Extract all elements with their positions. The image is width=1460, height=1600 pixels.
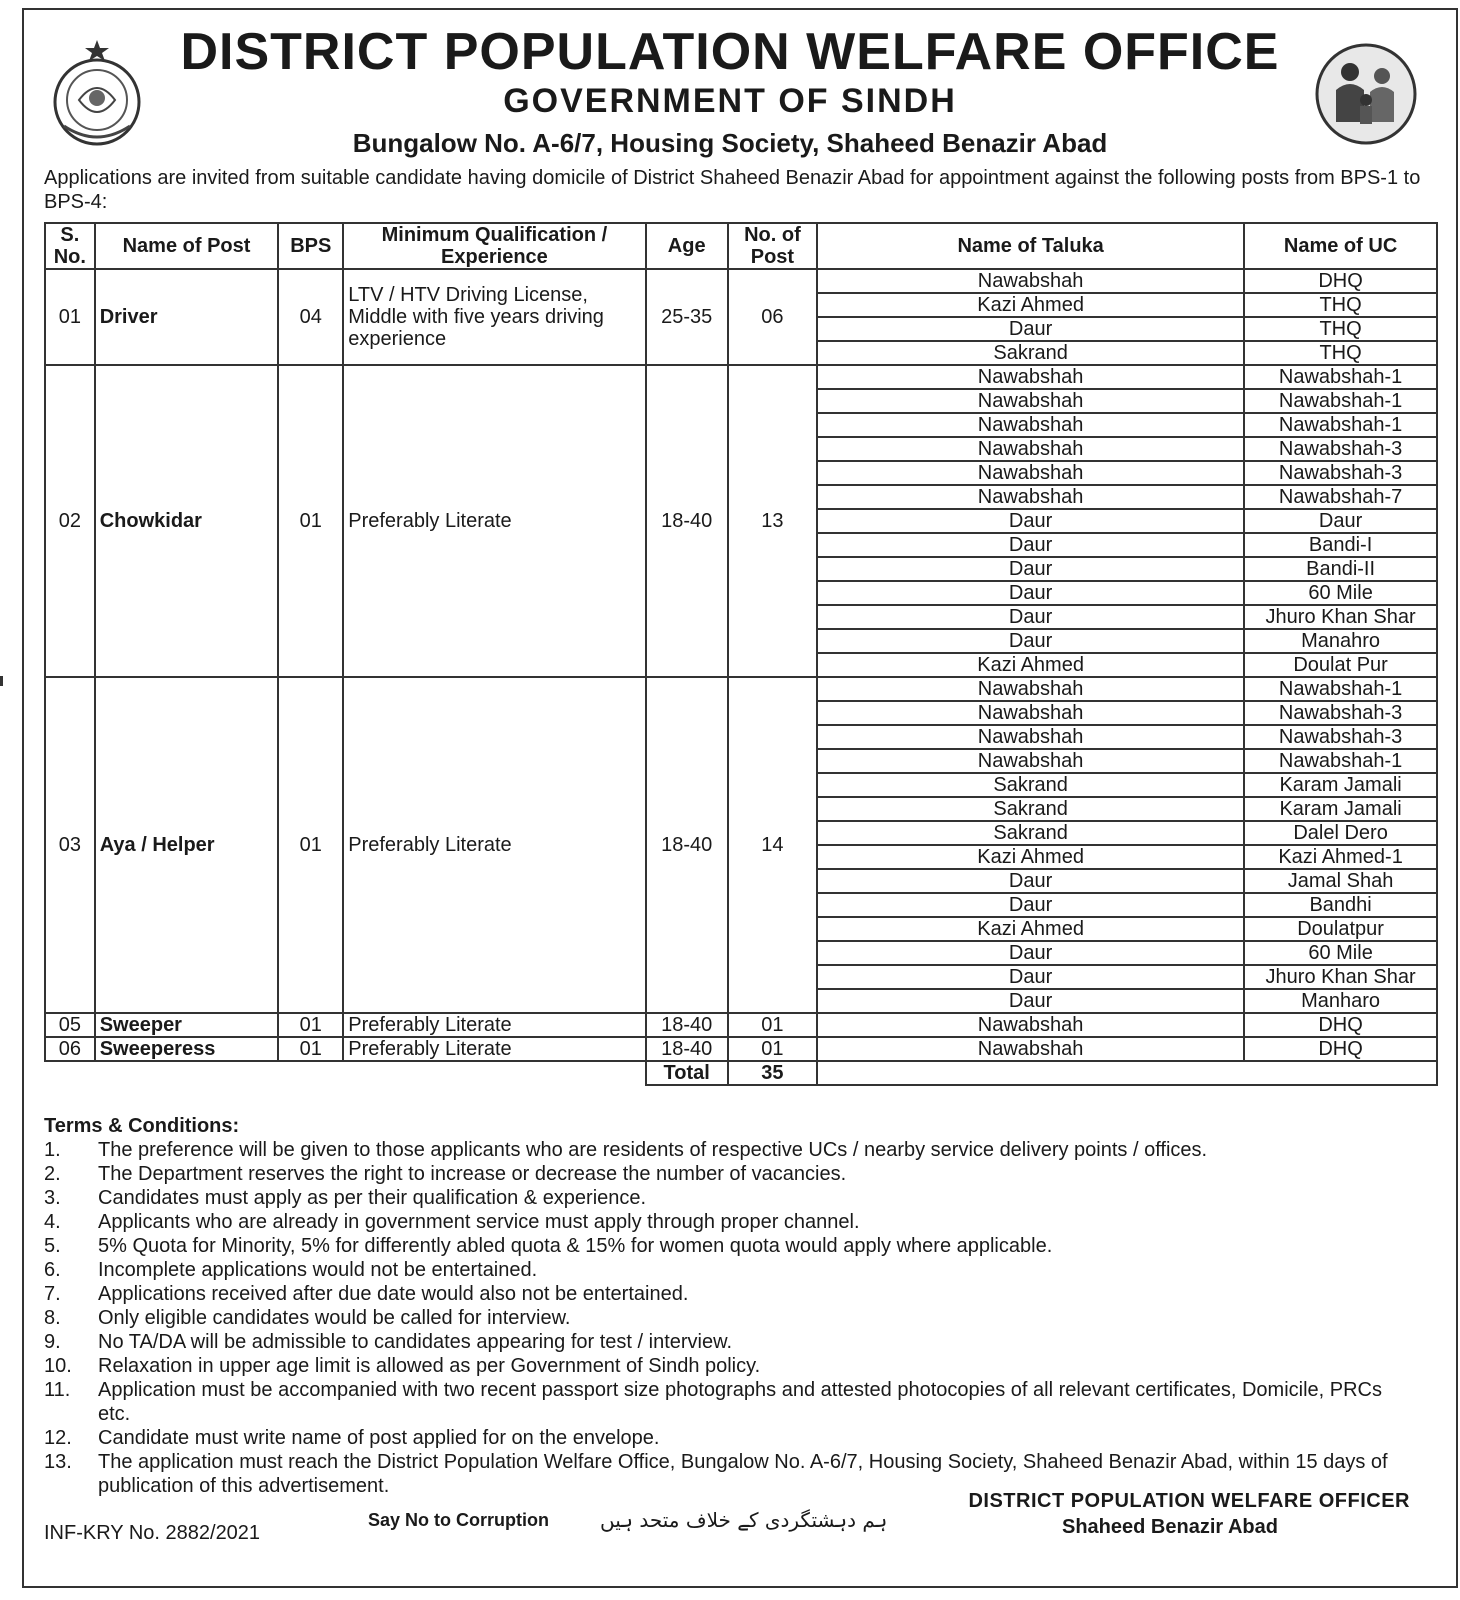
taluka-cell: Sakrand bbox=[817, 341, 1244, 365]
total-value: 35 bbox=[728, 1061, 817, 1085]
uc-cell: Nawabshah-3 bbox=[1244, 437, 1437, 461]
uc-cell: Jhuro Khan Shar bbox=[1244, 965, 1437, 989]
header-bps: BPS bbox=[278, 223, 343, 269]
uc-cell: Bandi-II bbox=[1244, 557, 1437, 581]
uc-cell: THQ bbox=[1244, 341, 1437, 365]
term-number: 9. bbox=[44, 1331, 61, 1353]
uc-cell: Dalel Dero bbox=[1244, 821, 1437, 845]
uc-cell: Daur bbox=[1244, 509, 1437, 533]
taluka-cell: Kazi Ahmed bbox=[817, 293, 1244, 317]
taluka-cell: Nawabshah bbox=[817, 725, 1244, 749]
uc-cell: Nawabshah-7 bbox=[1244, 485, 1437, 509]
no-of-post-cell: 14 bbox=[728, 677, 817, 1013]
terms-title: Terms & Conditions: bbox=[44, 1115, 240, 1137]
sno-cell: 01 bbox=[45, 269, 95, 365]
taluka-cell: Nawabshah bbox=[817, 1037, 1244, 1061]
post-name-cell: Sweeperess bbox=[95, 1037, 279, 1061]
term-item bbox=[44, 1162, 1414, 1186]
taluka-cell: Nawabshah bbox=[817, 269, 1244, 293]
uc-cell: Nawabshah-3 bbox=[1244, 461, 1437, 485]
term-text: Candidate must write name of post applied for on the envelope. bbox=[98, 1427, 660, 1449]
taluka-cell: Daur bbox=[817, 317, 1244, 341]
table-row bbox=[45, 677, 1437, 701]
uc-cell: Nawabshah-3 bbox=[1244, 701, 1437, 725]
uc-cell: Doulatpur bbox=[1244, 917, 1437, 941]
taluka-cell: Kazi Ahmed bbox=[817, 653, 1244, 677]
taluka-cell: Daur bbox=[817, 941, 1244, 965]
term-number: 5. bbox=[44, 1235, 61, 1257]
uc-cell: Bandhi bbox=[1244, 893, 1437, 917]
age-cell: 18-40 bbox=[646, 677, 728, 1013]
term-text: Incomplete applications would not be entertained. bbox=[98, 1259, 538, 1281]
taluka-cell: Nawabshah bbox=[817, 701, 1244, 725]
uc-cell: DHQ bbox=[1244, 1013, 1437, 1037]
office-title: DISTRICT POPULATION WELFARE OFFICE bbox=[180, 23, 1280, 81]
term-item bbox=[44, 1378, 1414, 1426]
taluka-cell: Daur bbox=[817, 629, 1244, 653]
qualification-line: experience bbox=[348, 328, 447, 350]
total-label: Total bbox=[646, 1061, 728, 1085]
intro-paragraph: Applications are invited from suitable candidate having domicile of District Shaheed Benazir Abad for appointment against the following posts from BPS-1 to BPS-4: bbox=[44, 167, 1421, 213]
qualification-line: Preferably Literate bbox=[348, 510, 512, 532]
age-cell: 18-40 bbox=[646, 1037, 728, 1061]
term-number: 1. bbox=[44, 1139, 61, 1161]
term-number: 3. bbox=[44, 1187, 61, 1209]
term-item bbox=[44, 1138, 1414, 1162]
taluka-cell: Nawabshah bbox=[817, 413, 1244, 437]
term-text: Application must be accompanied with two recent passport size photographs and attested photocopies of all relevant certificates, Domicile, PRCs etc. bbox=[98, 1379, 1383, 1425]
taluka-cell: Sakrand bbox=[817, 821, 1244, 845]
no-of-post-cell: 01 bbox=[728, 1037, 817, 1061]
taluka-cell: Daur bbox=[817, 581, 1244, 605]
bps-cell: 01 bbox=[278, 677, 343, 1013]
term-item bbox=[44, 1330, 1414, 1354]
uc-cell: Nawabshah-1 bbox=[1244, 365, 1437, 389]
taluka-cell: Daur bbox=[817, 509, 1244, 533]
no-of-post-cell: 01 bbox=[728, 1013, 817, 1037]
sno-cell: 03 bbox=[45, 677, 95, 1013]
terms-list bbox=[44, 1138, 1414, 1498]
qualification-line: Preferably Literate bbox=[348, 1038, 512, 1060]
uc-cell: Nawabshah-1 bbox=[1244, 413, 1437, 437]
uc-cell: THQ bbox=[1244, 293, 1437, 317]
term-number: 6. bbox=[44, 1259, 61, 1281]
bps-cell: 04 bbox=[278, 269, 343, 365]
term-number: 11. bbox=[44, 1379, 71, 1401]
taluka-cell: Kazi Ahmed bbox=[817, 917, 1244, 941]
taluka-cell: Daur bbox=[817, 989, 1244, 1013]
no-of-post-cell: 06 bbox=[728, 269, 817, 365]
term-text: No TA/DA will be admissible to candidates appearing for test / interview. bbox=[98, 1331, 733, 1353]
office-address: Bungalow No. A-6/7, Housing Society, Shaheed Benazir Abad bbox=[352, 128, 1108, 158]
term-text: The Department reserves the right to increase or decrease the number of vacancies. bbox=[98, 1163, 847, 1185]
taluka-cell: Nawabshah bbox=[817, 389, 1244, 413]
uc-cell: 60 Mile bbox=[1244, 581, 1437, 605]
header-post: Name of Post bbox=[95, 223, 279, 269]
sno-cell: 05 bbox=[45, 1013, 95, 1037]
reference-number: INF-KRY No. 2882/2021 bbox=[44, 1522, 261, 1544]
scan-mark bbox=[0, 676, 3, 686]
qualification-line: Preferably Literate bbox=[348, 1014, 512, 1036]
total-empty-cell bbox=[817, 1061, 1437, 1085]
header-sno: S. No. bbox=[45, 223, 95, 269]
header-uc: Name of UC bbox=[1244, 223, 1437, 269]
taluka-cell: Kazi Ahmed bbox=[817, 845, 1244, 869]
uc-cell: Nawabshah-1 bbox=[1244, 749, 1437, 773]
term-text: Applications received after due date would also not be entertained. bbox=[98, 1283, 689, 1305]
no-of-post-cell: 13 bbox=[728, 365, 817, 677]
uc-cell: Bandi-I bbox=[1244, 533, 1437, 557]
table-row bbox=[45, 365, 1437, 389]
taluka-cell: Daur bbox=[817, 869, 1244, 893]
urdu-slogan: ہم دہشتگردی کے خلاف متحد ہیں bbox=[600, 1508, 888, 1532]
government-subtitle: GOVERNMENT OF SINDH bbox=[503, 82, 957, 120]
taluka-cell: Nawabshah bbox=[817, 365, 1244, 389]
age-cell: 25-35 bbox=[646, 269, 728, 365]
anti-corruption-slogan: Say No to Corruption bbox=[368, 1510, 549, 1530]
uc-cell: Doulat Pur bbox=[1244, 653, 1437, 677]
term-item bbox=[44, 1234, 1414, 1258]
uc-cell: Nawabshah-3 bbox=[1244, 725, 1437, 749]
uc-cell: Nawabshah-1 bbox=[1244, 389, 1437, 413]
qualification-cell bbox=[343, 677, 645, 1013]
term-item bbox=[44, 1426, 1414, 1450]
qualification-line: Middle with five years driving bbox=[348, 306, 604, 328]
uc-cell: DHQ bbox=[1244, 1037, 1437, 1061]
taluka-cell: Nawabshah bbox=[817, 1013, 1244, 1037]
taluka-cell: Nawabshah bbox=[817, 461, 1244, 485]
uc-cell: Jhuro Khan Shar bbox=[1244, 605, 1437, 629]
officer-location: Shaheed Benazir Abad bbox=[1062, 1516, 1278, 1538]
term-item bbox=[44, 1210, 1414, 1234]
taluka-cell: Nawabshah bbox=[817, 437, 1244, 461]
taluka-cell: Daur bbox=[817, 557, 1244, 581]
header-no-of-post: No. of Post bbox=[728, 223, 817, 269]
bps-cell: 01 bbox=[278, 1037, 343, 1061]
total-row bbox=[45, 1061, 1437, 1085]
qualification-cell bbox=[343, 365, 645, 677]
term-item bbox=[44, 1282, 1414, 1306]
term-item bbox=[44, 1258, 1414, 1282]
post-name-cell: Driver bbox=[95, 269, 279, 365]
taluka-cell: Nawabshah bbox=[817, 677, 1244, 701]
uc-cell: Karam Jamali bbox=[1244, 797, 1437, 821]
uc-cell: Nawabshah-1 bbox=[1244, 677, 1437, 701]
term-text: Applicants who are already in government service must apply through proper channel. bbox=[98, 1211, 860, 1233]
qualification-line: Preferably Literate bbox=[348, 834, 512, 856]
bps-cell: 01 bbox=[278, 1013, 343, 1037]
uc-cell: Manharo bbox=[1244, 989, 1437, 1013]
term-text: Candidates must apply as per their qualification & experience. bbox=[98, 1187, 647, 1209]
table-row bbox=[45, 1037, 1437, 1061]
post-name-cell: Sweeper bbox=[95, 1013, 279, 1037]
term-item bbox=[44, 1186, 1414, 1210]
taluka-cell: Sakrand bbox=[817, 797, 1244, 821]
term-text: The preference will be given to those applicants who are residents of respective UCs / nearby service delivery points / offices. bbox=[98, 1139, 1208, 1161]
uc-cell: Kazi Ahmed-1 bbox=[1244, 845, 1437, 869]
taluka-cell: Daur bbox=[817, 965, 1244, 989]
sno-cell: 06 bbox=[45, 1037, 95, 1061]
officer-title: DISTRICT POPULATION WELFARE OFFICER bbox=[968, 1490, 1410, 1512]
header-qualification: Minimum Qualification / Experience bbox=[343, 223, 645, 269]
qualification-cell bbox=[343, 269, 645, 365]
table-body bbox=[45, 269, 1437, 1085]
header-age: Age bbox=[646, 223, 728, 269]
post-name-cell: Aya / Helper bbox=[95, 677, 279, 1013]
uc-cell: 60 Mile bbox=[1244, 941, 1437, 965]
taluka-cell: Daur bbox=[817, 533, 1244, 557]
uc-cell: Jamal Shah bbox=[1244, 869, 1437, 893]
term-number: 2. bbox=[44, 1163, 61, 1185]
taluka-cell: Daur bbox=[817, 605, 1244, 629]
qualification-cell bbox=[343, 1013, 645, 1037]
uc-cell: DHQ bbox=[1244, 269, 1437, 293]
term-text: Only eligible candidates would be called for interview. bbox=[98, 1307, 571, 1329]
uc-cell: THQ bbox=[1244, 317, 1437, 341]
vacancy-table bbox=[44, 222, 1438, 1086]
term-number: 7. bbox=[44, 1283, 61, 1305]
table-row bbox=[45, 269, 1437, 293]
term-number: 12. bbox=[44, 1427, 72, 1449]
taluka-cell: Nawabshah bbox=[817, 485, 1244, 509]
post-name-cell: Chowkidar bbox=[95, 365, 279, 677]
term-item bbox=[44, 1354, 1414, 1378]
term-text: Relaxation in upper age limit is allowed as per Government of Sindh policy. bbox=[98, 1355, 761, 1377]
uc-cell: Manahro bbox=[1244, 629, 1437, 653]
term-item bbox=[44, 1306, 1414, 1330]
table-row bbox=[45, 1013, 1437, 1037]
uc-cell: Karam Jamali bbox=[1244, 773, 1437, 797]
term-text: 5% Quota for Minority, 5% for differently abled quota & 15% for women quota would apply where applicable. bbox=[98, 1235, 1053, 1257]
bps-cell: 01 bbox=[278, 365, 343, 677]
term-number: 4. bbox=[44, 1211, 61, 1233]
header-taluka: Name of Taluka bbox=[817, 223, 1244, 269]
term-text: The application must reach the District Population Welfare Office, Bungalow No. A-6/7, Housing Society, Shaheed Benazir Abad, within 15 days of publication of this advertisement. bbox=[98, 1451, 1388, 1497]
age-cell: 18-40 bbox=[646, 1013, 728, 1037]
qualification-cell bbox=[343, 1037, 645, 1061]
table-header-row bbox=[45, 223, 1437, 269]
term-number: 13. bbox=[44, 1451, 72, 1473]
total-spacer bbox=[45, 1061, 646, 1085]
term-number: 8. bbox=[44, 1307, 61, 1329]
age-cell: 18-40 bbox=[646, 365, 728, 677]
sno-cell: 02 bbox=[45, 365, 95, 677]
taluka-cell: Nawabshah bbox=[817, 749, 1244, 773]
term-number: 10. bbox=[44, 1355, 72, 1377]
taluka-cell: Sakrand bbox=[817, 773, 1244, 797]
qualification-line: LTV / HTV Driving License, bbox=[348, 284, 588, 306]
taluka-cell: Daur bbox=[817, 893, 1244, 917]
